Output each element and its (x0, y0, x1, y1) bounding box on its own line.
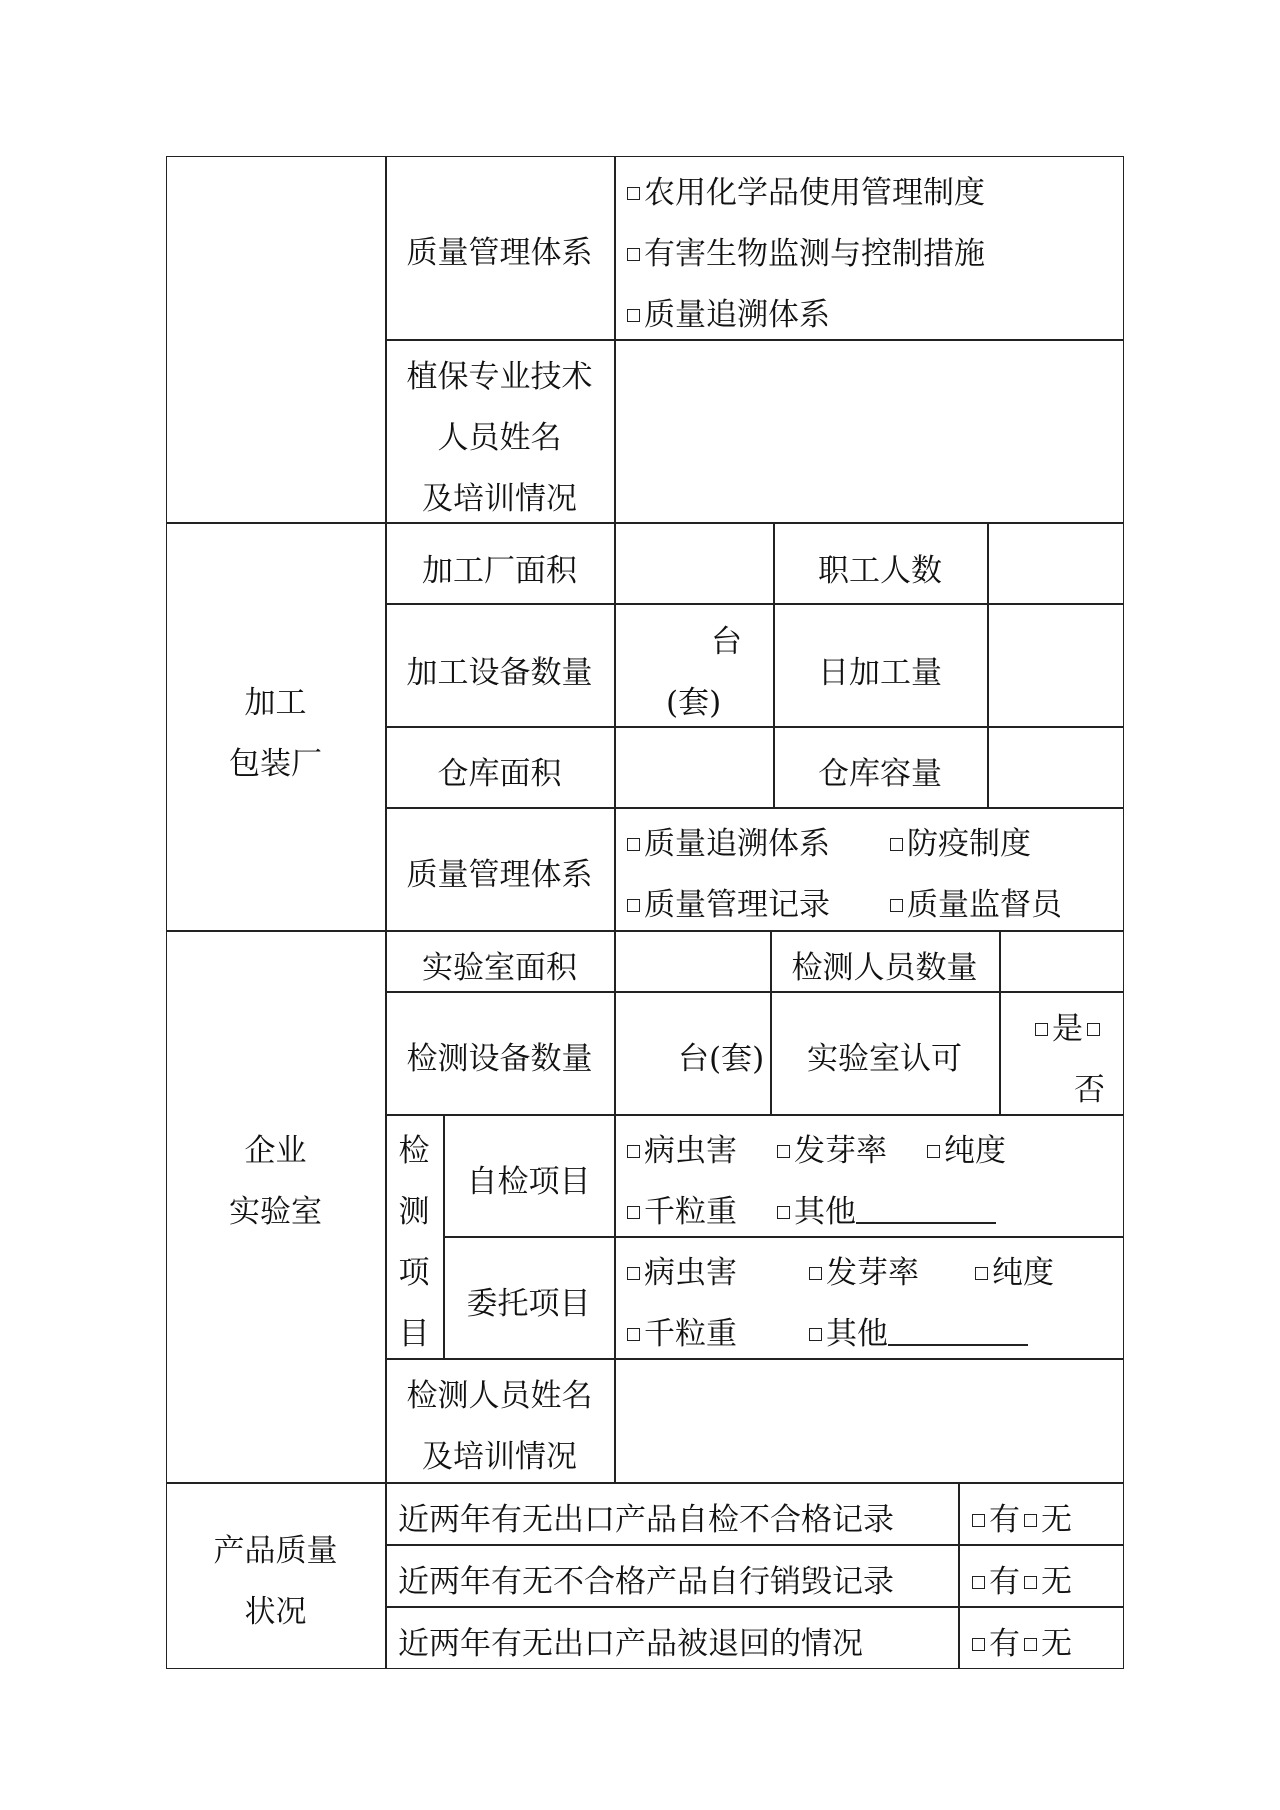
yes-no-option[interactable]: 有 无 (972, 1629, 1072, 1660)
checkbox-option[interactable]: 发芽率 (809, 1258, 919, 1289)
checkbox-icon[interactable] (927, 1145, 940, 1158)
checkbox-option[interactable]: 纯度 (975, 1258, 1054, 1289)
warehouse-area-label: 仓库面积 (437, 756, 562, 792)
yes-no-option[interactable]: 有 无 (972, 1567, 1072, 1598)
plant-area-label: 加工厂面积 (422, 553, 577, 589)
quality-row-label: 近两年有无出口产品被退回的情况 (398, 1626, 863, 1662)
yes-no-option[interactable]: 有 无 (972, 1505, 1072, 1536)
section-title: 加工 (244, 685, 307, 721)
checkbox-option[interactable]: 纯度 (927, 1136, 1006, 1167)
checkbox-option[interactable]: 质量管理记录 (627, 890, 830, 921)
lab-area-input[interactable] (616, 932, 769, 990)
checkbox-option[interactable]: 其他 (777, 1197, 996, 1228)
warehouse-capacity-input[interactable] (989, 728, 1122, 806)
row-divider (385, 1114, 1124, 1116)
checkbox-option[interactable]: 质量追溯体系 (627, 829, 830, 860)
test-items-label: 目 (398, 1316, 430, 1352)
checkbox-icon[interactable] (627, 187, 640, 200)
test-items-label: 检 (398, 1133, 430, 1169)
checkbox-icon[interactable] (627, 1267, 640, 1280)
workers-input[interactable] (989, 524, 1122, 602)
checkbox-icon[interactable] (972, 1514, 985, 1527)
row-divider (385, 1544, 1124, 1546)
column-divider (958, 1482, 960, 1669)
warehouse-capacity-label: 仓库容量 (818, 756, 942, 792)
checkbox-icon[interactable] (809, 1267, 822, 1280)
equip-unit: 台 (711, 624, 742, 660)
checkbox-icon[interactable] (627, 838, 640, 851)
checkbox-icon[interactable] (627, 1328, 640, 1341)
warehouse-area-input[interactable] (616, 728, 772, 806)
inspector-count-input[interactable] (1001, 932, 1122, 990)
test-items-label: 项 (398, 1255, 430, 1291)
checkbox-icon[interactable] (972, 1576, 985, 1589)
staff-label: 人员姓名 (437, 420, 562, 456)
plant-area-input[interactable] (616, 524, 772, 602)
quality-row-label: 近两年有无不合格产品自行销毁记录 (398, 1564, 894, 1600)
checkbox-option[interactable]: 千粒重 (627, 1319, 737, 1350)
checkbox-option[interactable]: 病虫害 (627, 1258, 737, 1289)
section-title: 状况 (244, 1594, 307, 1630)
row-divider (385, 807, 1124, 809)
daily-volume-input[interactable] (989, 605, 1122, 725)
test-equip-label: 检测设备数量 (406, 1041, 593, 1077)
section-title: 企业 (244, 1133, 307, 1169)
inspector-names-label: 检测人员姓名 (406, 1378, 593, 1414)
checkbox-icon[interactable] (975, 1267, 988, 1280)
checkbox-icon[interactable] (627, 1206, 640, 1219)
checkbox-option[interactable]: 质量监督员 (890, 890, 1062, 921)
checkbox-option[interactable]: 其他 (809, 1319, 1028, 1350)
checkbox-icon[interactable] (972, 1638, 985, 1651)
staff-label: 及培训情况 (422, 481, 577, 517)
section-title: 包装厂 (229, 746, 322, 782)
checkbox-icon[interactable] (777, 1145, 790, 1158)
qms-label: 质量管理体系 (406, 235, 593, 271)
checkbox-icon[interactable] (890, 838, 903, 851)
other-blank[interactable] (888, 1320, 1028, 1346)
checkbox-icon[interactable] (627, 1145, 640, 1158)
daily-volume-label: 日加工量 (818, 655, 942, 691)
checkbox-icon[interactable] (1024, 1514, 1037, 1527)
checkbox-icon[interactable] (890, 899, 903, 912)
checkbox-icon[interactable] (1024, 1638, 1037, 1651)
checkbox-option[interactable]: 质量追溯体系 (627, 300, 830, 331)
checkbox-icon[interactable] (627, 248, 640, 261)
checkbox-icon[interactable] (1024, 1576, 1037, 1589)
checkbox-icon[interactable] (1035, 1023, 1048, 1036)
inspector-count-label: 检测人员数量 (791, 950, 978, 986)
staff-input-cell[interactable] (616, 341, 1122, 521)
quality-row-label: 近两年有无出口产品自检不合格记录 (398, 1502, 894, 1538)
test-items-label: 测 (398, 1194, 430, 1230)
checkbox-option[interactable]: 千粒重 (627, 1197, 737, 1228)
checkbox-option[interactable]: 发芽率 (777, 1136, 887, 1167)
equip-unit: (套) (666, 685, 722, 721)
section-title: 实验室 (229, 1194, 322, 1230)
checkbox-option[interactable]: 有害生物监测与控制措施 (627, 239, 985, 270)
row-divider (385, 991, 1124, 993)
other-blank[interactable] (856, 1198, 996, 1224)
row-divider (443, 1236, 1124, 1238)
row-divider (385, 1606, 1124, 1608)
checkbox-option[interactable]: 防疫制度 (890, 829, 1031, 860)
checkbox-option[interactable]: 农用化学品使用管理制度 (627, 178, 985, 209)
staff-label: 植保专业技术 (406, 359, 593, 395)
equip-count-label: 加工设备数量 (406, 655, 593, 691)
workers-label: 职工人数 (818, 553, 942, 589)
inspector-names-label: 及培训情况 (422, 1439, 577, 1475)
accred-yes-option[interactable]: 是 (1035, 1014, 1100, 1045)
self-test-label: 自检项目 (466, 1164, 591, 1200)
outsourced-label: 委托项目 (466, 1286, 591, 1322)
qms-label: 质量管理体系 (406, 857, 593, 893)
checkbox-icon[interactable] (809, 1328, 822, 1341)
checkbox-icon[interactable] (627, 309, 640, 322)
lab-area-label: 实验室面积 (422, 950, 577, 986)
checkbox-icon[interactable] (777, 1206, 790, 1219)
column-divider (443, 1114, 445, 1358)
checkbox-option[interactable]: 病虫害 (627, 1136, 737, 1167)
section-title: 产品质量 (213, 1533, 338, 1569)
checkbox-icon[interactable] (627, 899, 640, 912)
test-equip-unit: 台(套) (678, 1041, 765, 1077)
inspector-names-input[interactable] (616, 1360, 1122, 1481)
accred-no-option: 否 (1074, 1072, 1105, 1108)
lab-accreditation-label: 实验室认可 (807, 1041, 962, 1077)
section-divider (166, 1482, 1124, 1484)
checkbox-icon[interactable] (1087, 1023, 1100, 1036)
